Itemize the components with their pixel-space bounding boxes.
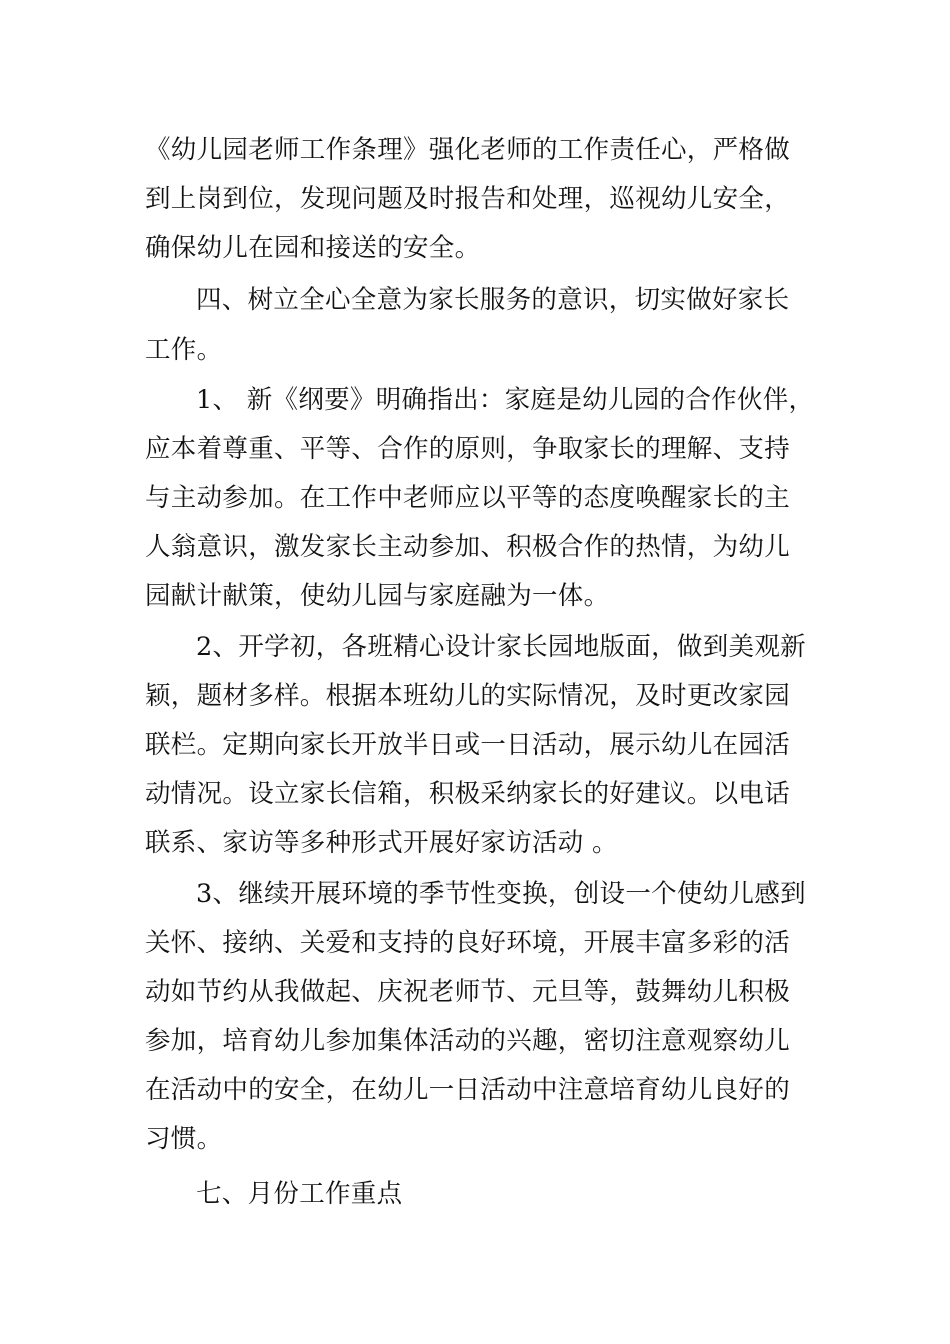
text-line: 动情况。设立家长信箱，积极采纳家长的好建议。以电话 [145, 779, 791, 809]
text-line: 习惯。 [145, 1124, 223, 1154]
list-item-first-line: 3、继续开展环境的季节性变换，创设一个使幼儿感到 [196, 879, 806, 909]
text-line: 到上岗到位，发现问题及时报告和处理，巡视幼儿安全， [145, 184, 791, 214]
section-heading-continuation: 工作。 [145, 335, 223, 365]
list-item-first-line: 1、 新《纲要》明确指出：家庭是幼儿园的合作伙伴， [196, 385, 815, 415]
text-line: 在活动中的安全，在幼儿一日活动中注意培育幼儿良好的 [145, 1075, 791, 1105]
list-item-first-line: 2、开学初，各班精心设计家长园地版面，做到美观新 [196, 632, 806, 662]
text-line: 《幼儿园老师工作条理》强化老师的工作责任心，严格做 [145, 135, 791, 165]
text-line: 动如节约从我做起、庆祝老师节、元旦等，鼓舞幼儿积极 [145, 977, 791, 1007]
text-line: 参加，培育幼儿参加集体活动的兴趣，密切注意观察幼儿 [145, 1026, 791, 1056]
text-line: 联栏。定期向家长开放半日或一日活动，展示幼儿在园活 [145, 730, 791, 760]
text-line: 确保幼儿在园和接送的安全。 [145, 233, 481, 263]
text-line: 与主动参加。在工作中老师应以平等的态度唤醒家长的主 [145, 483, 791, 513]
section-heading: 七、月份工作重点 [196, 1179, 403, 1209]
text-line: 应本着尊重、平等、合作的原则，争取家长的理解、支持 [145, 434, 791, 464]
text-line: 联系、家访等多种形式开展好家访活动 。 [145, 828, 618, 858]
text-line: 关怀、接纳、关爱和支持的良好环境，开展丰富多彩的活 [145, 928, 791, 958]
section-heading: 四、树立全心全意为家长服务的意识，切实做好家长 [196, 285, 790, 315]
text-line: 人翁意识，激发家长主动参加、积极合作的热情，为幼儿 [145, 532, 791, 562]
text-line: 颖，题材多样。根据本班幼儿的实际情况，及时更改家园 [145, 681, 791, 711]
text-line: 园献计献策，使幼儿园与家庭融为一体。 [145, 581, 610, 611]
